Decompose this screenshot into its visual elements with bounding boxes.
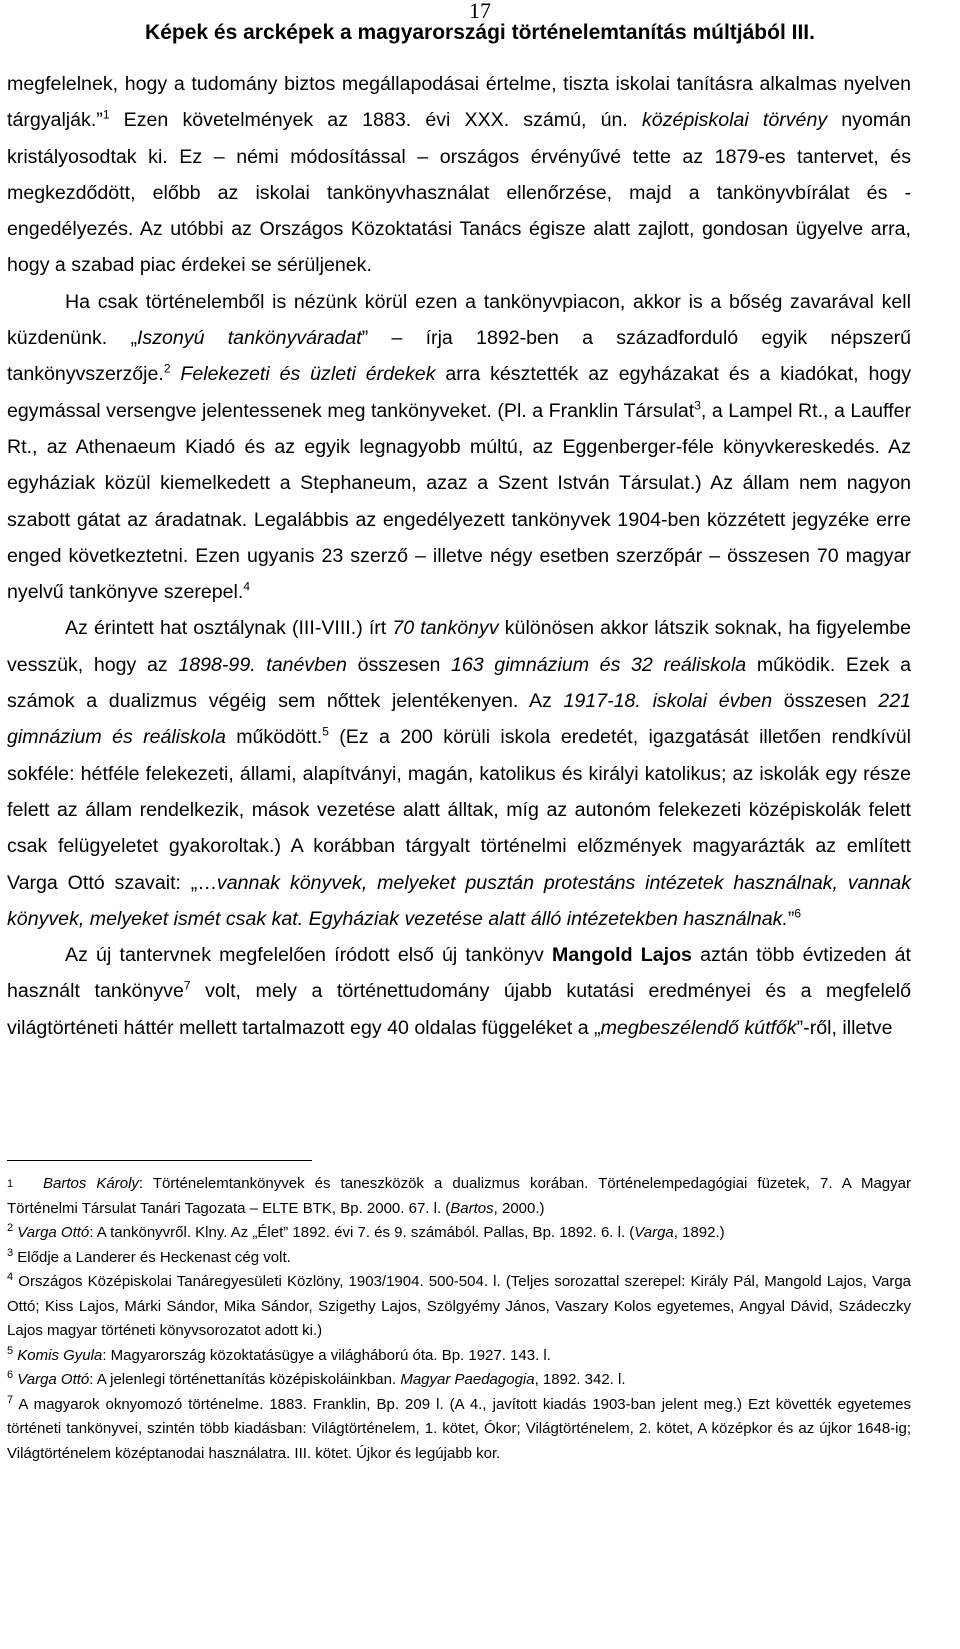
footnote (7, 1393, 911, 1467)
emphasis: 1898-99. tanévben (178, 653, 347, 676)
body-text (7, 66, 911, 1046)
footnote (7, 1246, 911, 1271)
footnote-divider (7, 1160, 312, 1161)
text-run: (Ez a 200 körüli iskola eredetét, igazgatását illetően rendkívül sokféle: hétféle felekezeti, állami, alapítványi, magán, katolikus és királyi katolikus; az iskolák egy része felett az állam rendelkezik, mások vezetése alatt álltak, míg az autonóm felekezeti középiskolák felett csak felügyeletet gyakoroltak.) A korábban tárgyalt történelmi előzmények magyarázták az említett Varga Ottó szavait: „… (7, 726, 911, 894)
footnote-author: Bartos (450, 1199, 494, 1217)
footnote-number: 3 (7, 1246, 14, 1259)
emphasis: 70 tankönyv (392, 617, 499, 640)
footnote-number: 4 (7, 1271, 14, 1283)
footnote (7, 1368, 911, 1393)
text-run: Ha csak történelemből is nézünk körül ezen a tankönyvpiacon, akkor is a bőség zavarával kell küzdenünk. „ (7, 290, 911, 350)
footnote (7, 1221, 911, 1246)
emphasis: Iszonyú tankönyváradat (136, 327, 362, 350)
text-run: különösen akkor látszik soknak, ha figyelembe vesszük, hogy az (7, 617, 911, 676)
text-run: Ezen követelmények az 1883. évi XXX. számú, ún. (109, 109, 642, 132)
text-run: megfelelnek, hogy a tudomány biztos megállapodásai értelme, tiszta iskolai tanításra alkalmas nyelven tárgyalják.” (7, 73, 911, 132)
footnote-ref[interactable]: 6 (794, 906, 802, 921)
footnote-text: , 1892. 342. l. (534, 1371, 626, 1388)
emphasis: 163 gimnázium és 32 reáliskola (450, 653, 747, 676)
footnote-author: Komis Gyula (17, 1346, 103, 1364)
footnote-text: : Magyarország közoktatásügye a világháború óta. Bp. 1927. 143. l. (102, 1346, 551, 1364)
footnote-ref[interactable]: 2 (163, 361, 171, 376)
emphasis: vannak könyvek, melyeket pusztán protestáns intézetek használnak, vannak könyvek, melyeket ismét csak kat. Egyháziak vezetése alatt álló intézetekben használnak. (7, 871, 911, 930)
emphasis: 1917-18. iskolai évben (563, 690, 773, 713)
footnote (7, 1270, 911, 1344)
text-run: , a Lampel Rt., a Lauffer Rt., az Athenaeum Kiadó és az egyik legnagyobb múltú, az Eggenberger-féle könyvkereskedés. Az egyháziak közül kiemelkedett a Stephaneum, azaz a Szent István Társulat.) Az állam nem nagyon szabott gátat az áradatnak. Legalábbis az engedélyezett tankönyvek 1904-ben közzétett jegyzéke erre enged következtetni. Ezen ugyanis 23 szerző – illetve négy esetben szerzőpár – összesen 70 magyar nyelvű tankönyve szerepel. (7, 399, 911, 604)
footnote-ref[interactable]: 3 (694, 398, 701, 413)
footnote-number: 6 (7, 1369, 14, 1381)
footnote-author: Bartos Károly (43, 1175, 139, 1192)
text-run: arra késztették az egyházakat és a kiadókat, hogy egymással versengve jelentessenek meg tankönyveket. (Pl. a Franklin Társulat (7, 363, 911, 422)
footnote-author: Varga Ottó (17, 1224, 90, 1241)
footnote-ref[interactable]: 7 (183, 978, 191, 993)
running-title: Képek és arcképek a magyarországi történelemtanítás múltjából III. (145, 21, 815, 44)
text-run: Az új tantervnek megfelelően íródott első új tankönyv (65, 944, 553, 967)
text-run: Az érintett hat osztálynak (III-VIII.) írt (65, 617, 393, 640)
footnote-text: Országos Középiskolai Tanáregyesületi Közlöny, 1903/1904. 500-504. l. (Teljes sorozattal szerepel: Király Pál, Mangold Lajos, Varga Ottó; Kiss Lajos, Márki Sándor, Mika Sándor, Szigethy Lajos, Szölgyémy János, Vaszary Kolos egyetemes, Angyal Dávid, Szádeczky Lajos magyar történeti könyvsorozatot adott ki.) (7, 1273, 912, 1339)
footnote-text: , 2000.) (493, 1199, 545, 1217)
text-run: összesen (772, 690, 879, 713)
footnote-number: 1 (7, 1178, 14, 1190)
text-run: aztán több évtizeden át használt tankönyve (7, 944, 911, 1003)
footnote-journal: Magyar Paedagogia (400, 1371, 535, 1388)
paragraph (7, 284, 911, 611)
footnote-text: , 1892.) (673, 1224, 725, 1241)
footnotes (7, 1172, 911, 1466)
footnote-text: : Történelemtankönyvek és taneszközök a dualizmus korában. Történelempedagógiai füzetek, 7. A Magyar Történelmi Társulat Tanári Tagozata – ELTE BTK, Bp. 2000. 67. l. ( (7, 1175, 911, 1217)
footnote-author: Varga Ottó (17, 1371, 90, 1388)
footnote-ref[interactable]: 5 (322, 724, 329, 739)
footnote-text: : A tankönyvről. Klny. Az „Élet” 1892. évi 7. és 9. számából. Pallas, Bp. 1892. 6. l. ( (89, 1224, 635, 1241)
text-run: ” – írja 1892-ben a századforduló egyik népszerű tankönyvszerzője. (7, 327, 911, 386)
footnote (7, 1344, 911, 1369)
text-run: ” (787, 907, 795, 930)
footnote (7, 1172, 911, 1221)
footnote-number: 2 (7, 1222, 14, 1234)
footnote-number: 5 (7, 1344, 14, 1357)
footnote-text: A magyarok oknyomozó történelme. 1883. Franklin, Bp. 209 l. (A 4., javított kiadás 1903-ban jelent meg.) Ezt követték egyetemes történeti tankönyvei, szintén több kiadásban: Világtörténelem, 1. kötet, Ókor; Világtörténelem, 2. kötet, A középkor és az újkor 1648-ig; Világtörténelem középtanodai használatra. III. kötet. Újkor és legújabb kor. (7, 1395, 911, 1462)
paragraph (7, 66, 911, 284)
text-run (171, 363, 181, 385)
emphasis: megbeszélendő kútfők (600, 1016, 797, 1039)
author-name: Mangold Lajos (552, 944, 692, 967)
emphasis: középiskolai törvény (642, 109, 828, 132)
page-number: 17 (469, 0, 491, 23)
text-run: volt, mely a történettudomány újabb kutatási eredményei és a megfelelő világtörténeti háttér mellett tartalmazott egy 40 oldalas függeléket a „ (7, 980, 911, 1039)
footnote-number: 7 (7, 1393, 14, 1406)
text-run: működött. (225, 726, 323, 749)
emphasis: 221 gimnázium és reáliskola (7, 690, 911, 749)
emphasis: Felekezeti és üzleti érdekek (180, 363, 436, 386)
footnote-ref[interactable]: 4 (243, 579, 251, 594)
text-run: működik. Ezek a számok a dualizmus végéig sem nőttek jelentékenyen. Az (7, 653, 911, 713)
paragraph (7, 610, 911, 937)
footnote-author: Varga (634, 1224, 674, 1241)
footnote-text: Elődje a Landerer és Heckenast cég volt. (17, 1248, 291, 1266)
footnote-text: : A jelenlegi történettanítás középiskoláinkban. (89, 1371, 401, 1388)
paragraph (7, 937, 911, 1046)
text-run: ”-ről, illetve (796, 1016, 893, 1039)
text-run: nyomán kristályosodtak ki. Ez – némi módosítással – országos érvényűvé tette az 1879-es tantervet, és megkezdődött, előbb az iskolai tankönyvhasználat ellenőrzése, majd a tankönyvbírálat és -engedélyezés. Az utóbbi az Országos Közoktatási Tanács égisze alatt zajlott, gondosan ügyelve arra, hogy a szabad piac érdekei se sérüljenek. (7, 109, 911, 277)
footnote-ref[interactable]: 1 (102, 107, 110, 122)
text-run: összesen (346, 653, 451, 676)
